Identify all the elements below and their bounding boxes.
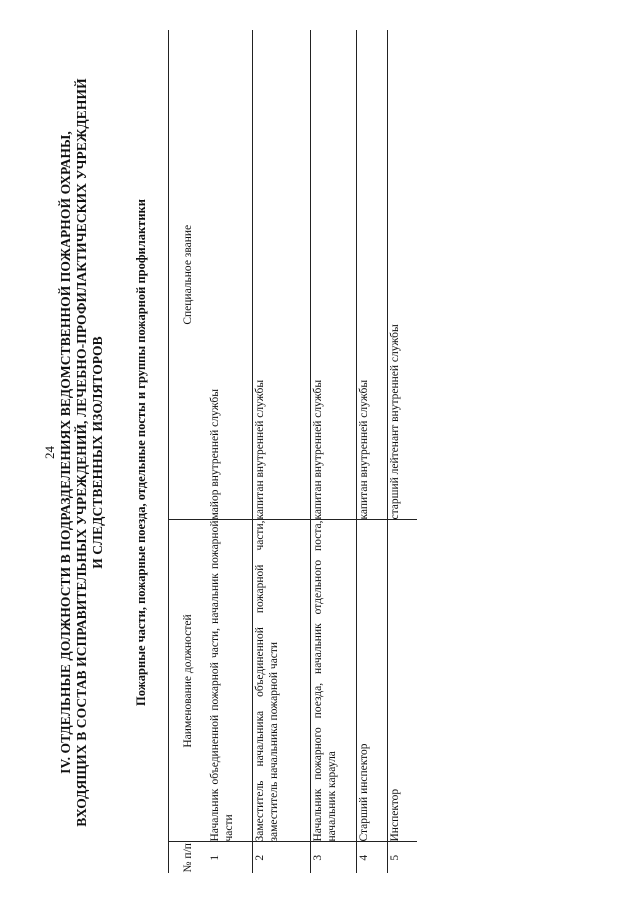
position-name: Начальник пожарного поезда, начальник отдельного поста, начальник караула [310,520,356,842]
header-position-name: Наименование должностей [168,520,208,842]
table-header-row [168,30,208,873]
position-name: Старший инспектор [356,520,387,842]
special-rank: капитан внутренней службы [356,30,387,520]
section-title [58,60,106,845]
special-rank: старший лейтенант внутренней службы [388,324,401,520]
row-number: 2 [252,842,310,873]
position-name: Начальник объединенной пожарной части, начальник пожарной части [208,520,252,842]
section-title-line-2: ВХОДЯЩИХ В СОСТАВ ИСПРАВИТЕЛЬНЫХ УЧРЕЖДЕНИЙ, ЛЕЧЕБНО-ПРОФИЛАКТИЧЕСКИХ УЧРЕЖДЕНИЙ [74,78,89,827]
table-row [208,30,252,873]
row-number: 5 [387,842,417,873]
row-number: 4 [356,842,387,873]
table-row [252,30,310,873]
page-number: 24 [42,446,57,459]
special-rank: майор внутренней службы [208,30,252,520]
header-number: № п/п [168,842,208,873]
table-row [310,30,356,873]
special-rank: капитан внутренней службы [310,30,356,520]
special-rank: капитан внутренней службы [252,30,310,520]
table-row [387,30,417,873]
positions-table [168,30,417,873]
section-title-line-3: И СЛЕДСТВЕННЫХ ИЗОЛЯТОРОВ [90,336,105,569]
header-special-rank: Специальное звание [182,224,194,325]
row-number: 3 [310,842,356,873]
position-name: Инспектор [387,520,417,842]
section-title-line-1: IV. ОТДЕЛЬНЫЕ ДОЛЖНОСТИ В ПОДРАЗДЕЛЕНИЯХ ВЕДОМСТВЕННОЙ ПОЖАРНОЙ ОХРАНЫ, [58,131,73,774]
position-name: Заместитель начальника объединенной пожарной части, заместитель начальника пожарной части [252,520,310,842]
section-subtitle: Пожарные части, пожарные поезда, отдельные посты и группы пожарной профилактики [134,199,148,706]
row-number: 1 [208,842,252,873]
table-row [356,30,387,873]
